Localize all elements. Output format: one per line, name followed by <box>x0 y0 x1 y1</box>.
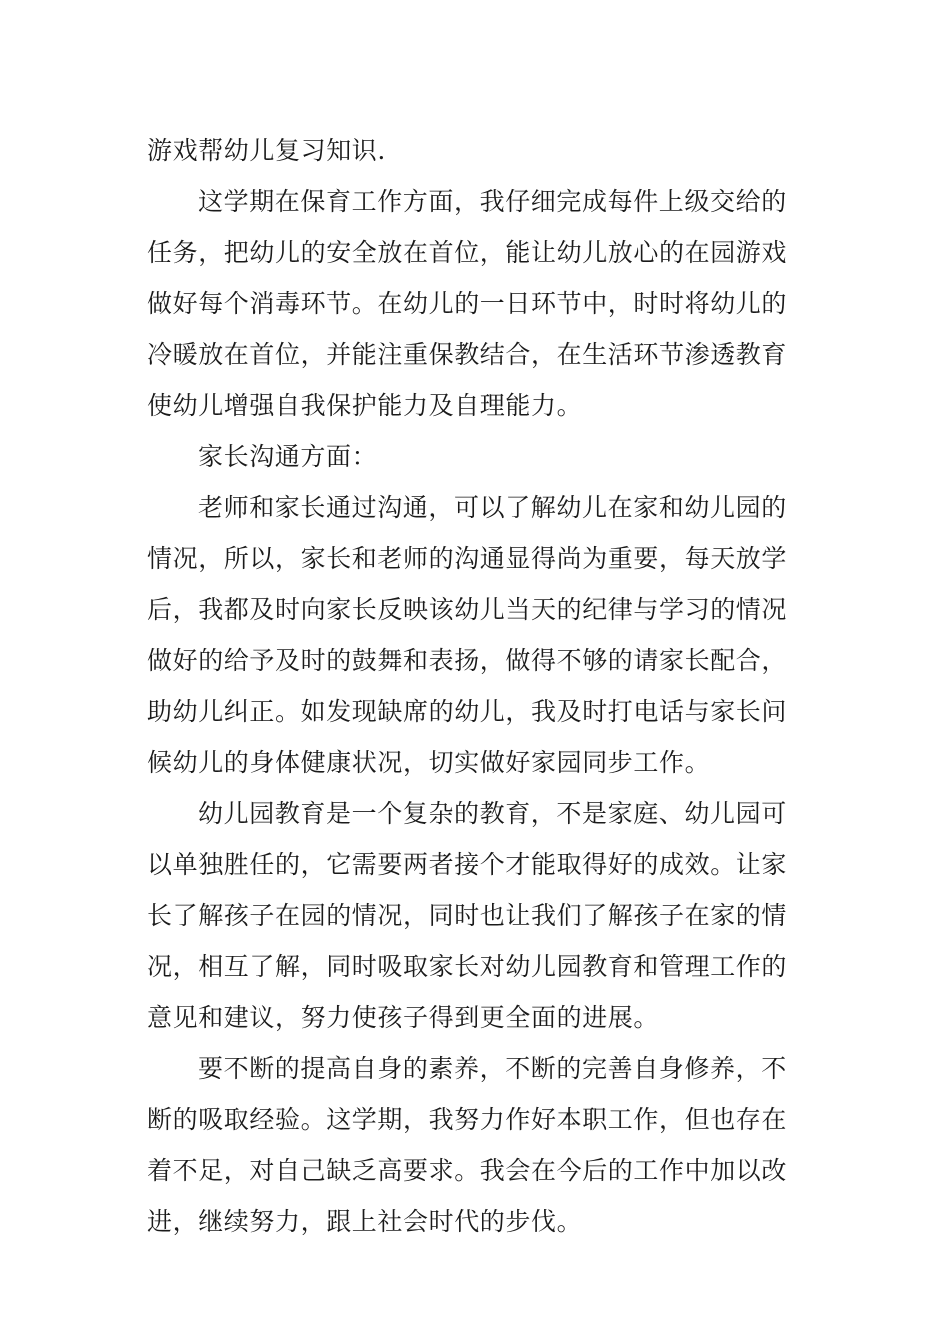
text-line: 幼儿园教育是一个复杂的教育，不是家庭、幼儿园可 <box>198 799 787 828</box>
paragraph-5 <box>147 1043 809 1247</box>
section-heading: 家长沟通方面： <box>198 442 378 471</box>
text-line: 断的吸取经验。这学期，我努力作好本职工作，但也存在 <box>147 1105 788 1134</box>
text-line: 游戏帮幼儿复习知识. <box>147 136 386 165</box>
paragraph-4 <box>147 788 809 1043</box>
text-line: 做好每个消毒环节。在幼儿的一日环节中，时时将幼儿的 <box>147 289 788 318</box>
paragraph-1 <box>147 125 809 176</box>
text-line: 着不足，对自己缺乏高要求。我会在今后的工作中加以改 <box>147 1156 788 1185</box>
text-line: 意见和建议，努力使孩子得到更全面的进展。 <box>147 1003 660 1032</box>
text-line: 做好的给予及时的鼓舞和表扬，做得不够的请家长配合， <box>147 646 788 675</box>
text-line: 后，我都及时向家长反映该幼儿当天的纪律与学习的情况 <box>147 595 788 624</box>
text-line: 要不断的提高自身的素养，不断的完善自身修养，不 <box>198 1054 787 1083</box>
text-line: 冷暖放在首位，并能注重保教结合，在生活环节渗透教育 <box>147 340 788 369</box>
text-line: 长了解孩子在园的情况，同时也让我们了解孩子在家的情 <box>147 901 788 930</box>
text-line: 进，继续努力，跟上社会时代的步伐。 <box>147 1207 583 1236</box>
text-line: 情况，所以，家长和老师的沟通显得尚为重要，每天放学 <box>147 544 788 573</box>
paragraph-heading-family-communication <box>147 431 809 482</box>
text-line: 况，相互了解，同时吸取家长对幼儿园教育和管理工作的 <box>147 952 788 981</box>
text-line: 候幼儿的身体健康状况，切实做好家园同步工作。 <box>147 748 711 777</box>
text-line: 这学期在保育工作方面，我仔细完成每件上级交给的 <box>198 187 787 216</box>
text-line: 使幼儿增强自我保护能力及自理能力。 <box>147 391 583 420</box>
paragraph-3 <box>147 482 809 788</box>
text-line: 助幼儿纠正。如发现缺席的幼儿，我及时打电话与家长问 <box>147 697 788 726</box>
text-line: 老师和家长通过沟通，可以了解幼儿在家和幼儿园的 <box>198 493 787 522</box>
paragraph-2 <box>147 176 809 431</box>
text-line: 以单独胜任的，它需要两者接个才能取得好的成效。让家 <box>147 850 788 879</box>
document-body <box>147 125 809 1247</box>
text-line: 任务，把幼儿的安全放在首位，能让幼儿放心的在园游戏 <box>147 238 788 267</box>
